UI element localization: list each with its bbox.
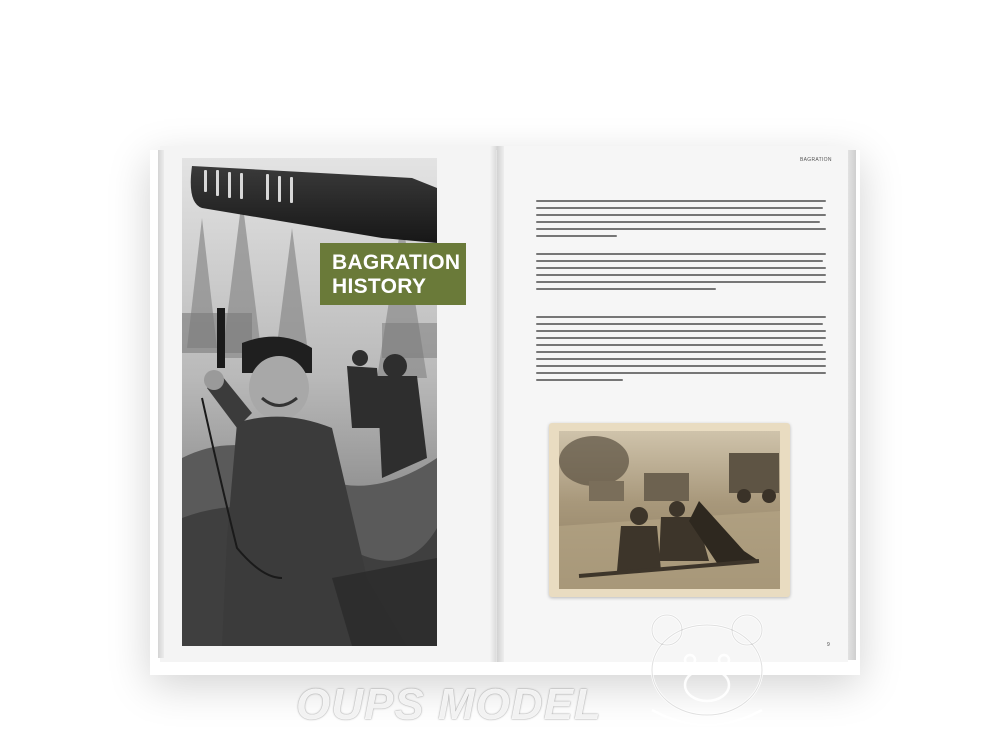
- paragraph-2: [536, 253, 826, 295]
- text-line: [536, 365, 826, 367]
- text-line: [536, 253, 826, 255]
- soldier-photograph: [182, 158, 437, 646]
- text-line: [536, 323, 823, 325]
- bear-logo-icon: [612, 600, 802, 740]
- text-line: [536, 337, 826, 339]
- right-page-edge: [848, 150, 856, 660]
- text-line: [536, 351, 826, 353]
- text-line: [536, 235, 617, 237]
- text-line: [536, 267, 826, 269]
- text-line: [536, 358, 826, 360]
- title-line-2: HISTORY: [332, 275, 427, 298]
- left-page-edge: [158, 150, 164, 658]
- text-line: [536, 344, 823, 346]
- title-banner: [320, 243, 466, 305]
- vintage-photo-image: [559, 431, 780, 589]
- text-line: [536, 372, 826, 374]
- title-line-1: BAGRATION: [332, 251, 461, 274]
- text-line: [536, 228, 826, 230]
- book-gutter: [490, 146, 504, 662]
- text-line: [536, 214, 826, 216]
- text-line: [536, 288, 716, 290]
- text-line: [536, 274, 826, 276]
- text-line: [536, 281, 826, 283]
- text-line: [536, 207, 823, 209]
- paragraph-3: [536, 316, 826, 386]
- page-number: 9: [827, 642, 830, 648]
- watermark-text: OUPS MODEL: [296, 680, 602, 729]
- running-head: BAGRATION: [800, 157, 832, 163]
- paragraph-1: [536, 200, 826, 242]
- text-line: [536, 316, 826, 318]
- text-line: [536, 379, 623, 381]
- vintage-photograph: [549, 423, 790, 597]
- text-line: [536, 221, 820, 223]
- text-line: [536, 200, 826, 202]
- text-line: [536, 260, 823, 262]
- text-line: [536, 330, 826, 332]
